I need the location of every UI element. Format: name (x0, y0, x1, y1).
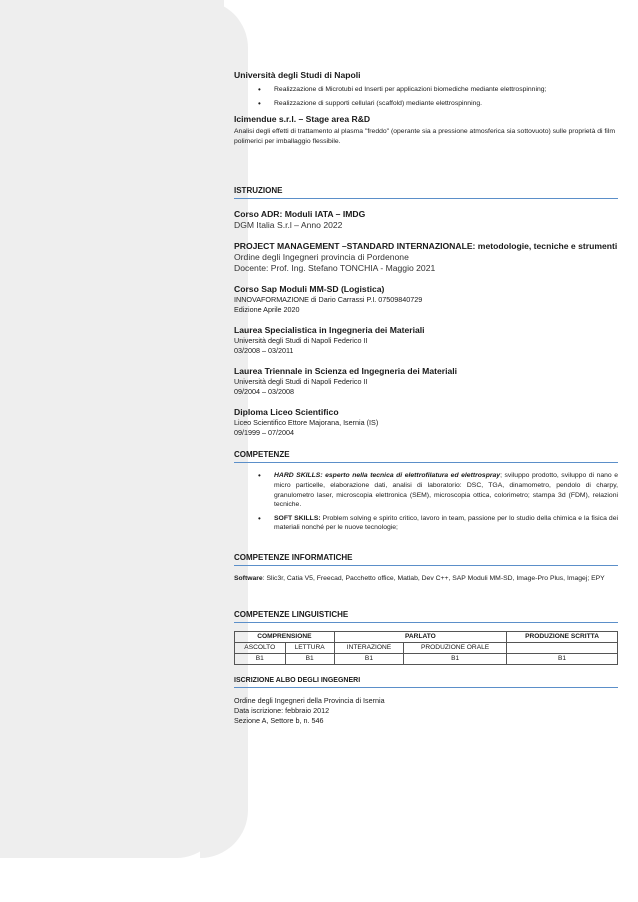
level-value: B1 (334, 653, 403, 664)
experience-icimendue (234, 114, 618, 146)
education-title: Corso Sap Moduli MM-SD (Logistica) (234, 284, 385, 295)
education-line: 09/2004 – 03/2008 (234, 387, 294, 397)
experience-bullet: • Realizzazione di supporti cellulari (scaffold) mediante elettrospinning. (234, 99, 618, 109)
education-title: Diploma Liceo Scientifico (234, 407, 339, 418)
level-value: B1 (235, 653, 286, 664)
subheader-lettura: LETTURA (285, 642, 334, 653)
education-title: PROJECT MANAGEMENT –STANDARD INTERNAZIONALE: metodologie, tecniche e strumenti (234, 241, 618, 252)
group-comprensione: COMPRENSIONE (235, 631, 335, 642)
subheader-produzione-orale: PRODUZIONE ORALE (404, 642, 507, 653)
education-title: Corso ADR: Moduli IATA – IMDG (234, 209, 366, 220)
language-table (234, 631, 618, 665)
software-paragraph (234, 574, 618, 584)
albo-line: Sezione A, Settore b, n. 546 (234, 715, 324, 725)
education-item (234, 284, 618, 315)
experience-napoli (234, 70, 618, 108)
section-heading: COMPETENZE LINGUISTICHE (234, 610, 618, 623)
education-item (234, 407, 618, 438)
section-heading: ISCRIZIONE ALBO DEGLI INGEGNERI (234, 677, 618, 688)
experience-bullets (234, 85, 618, 108)
soft-skills-label: SOFT SKILLS: (274, 514, 321, 522)
subheader-empty (507, 642, 618, 653)
education-line: DGM Italia S.r.l – Anno 2022 (234, 220, 343, 231)
hard-skills-label: HARD SKILLS: esperto nella tecnica di elettrofilatura ed elettrospray (274, 472, 501, 480)
experience-description: Analisi degli effetti di trattamento al plasma "freddo" (operante sia a pressione atmosferica sia sottovuoto) sulle proprietà di film polimerici per imballaggio flessibile. (234, 128, 615, 145)
section-heading: ISTRUZIONE (234, 186, 618, 199)
education-item (234, 325, 618, 356)
education-line: INNOVAFORMAZIONE di Dario Carrassi P.I. 07509840729 (234, 295, 423, 305)
education-line: Università degli Studi di Napoli Federico II (234, 377, 368, 387)
section-competenze (234, 450, 618, 463)
education-item (234, 366, 618, 397)
subheader-ascolto: ASCOLTO (235, 642, 286, 653)
language-table-subheader-row (235, 642, 618, 653)
education-line: Edizione Aprile 2020 (234, 305, 300, 315)
experience-bullet: • Realizzazione di Microtubi ed Inserti per applicazioni biomediche mediante elettrospinning; (234, 85, 618, 95)
section-istruzione (234, 186, 618, 199)
section-informatiche (234, 553, 618, 566)
sidebar-background (0, 0, 224, 858)
albo-line: Ordine degli Ingegneri della Provincia di Isernia (234, 695, 385, 705)
group-produzione-scritta: PRODUZIONE SCRITTA (507, 631, 618, 642)
level-value: B1 (404, 653, 507, 664)
soft-skills-item (234, 514, 618, 533)
hard-skills-item (234, 471, 618, 509)
education-title: Laurea Triennale in Scienza ed Ingegneria dei Materiali (234, 366, 458, 377)
education-line: Ordine degli Ingegneri provincia di Pordenone (234, 252, 409, 263)
education-title: Laurea Specialistica in Ingegneria dei Materiali (234, 325, 425, 336)
resume-content (234, 70, 618, 726)
education-line: Docente: Prof. Ing. Stefano TONCHIA - Maggio 2021 (234, 263, 436, 274)
education-line: Liceo Scientifico Ettore Majorana, Isernia (IS) (234, 418, 379, 428)
education-line: 03/2008 – 03/2011 (234, 346, 294, 356)
language-table-value-row (235, 653, 618, 664)
section-heading: COMPETENZE (234, 450, 618, 463)
subheader-interazione: INTERAZIONE (334, 642, 403, 653)
skills-list (234, 471, 618, 533)
soft-skills-text: Problem solving e spirito critico, lavoro in team, passione per lo studio della chimica e la fisica dei materiali nonché per le nuove tecnologie; (274, 514, 618, 532)
level-value: B1 (507, 653, 618, 664)
software-label: Software (234, 574, 263, 582)
hard-skills-text: ; sviluppo prodotto, sviluppo di nano e micro particelle, elaborazione dati, analisi di laboratorio: DSC, TGA, dinamometro, pendolo di charpy, granulometro laser, microscopia elettronica (SEM), microscopia ottica, colorimetro; stampa 3d (FDM), relazioni tecniche. (274, 472, 618, 509)
section-albo (234, 677, 618, 688)
group-parlato: PARLATO (334, 631, 506, 642)
level-value: B1 (285, 653, 334, 664)
experience-title: Icimendue s.r.l. – Stage area R&D (234, 114, 371, 125)
language-table-group-row (235, 631, 618, 642)
software-text: : Slic3r, Catia V5, Freecad, Pacchetto office, Matlab, Dev C++, SAP Moduli MM-SD, Image-Pro Plus, Imagej; EPY (262, 574, 605, 582)
section-linguistiche (234, 610, 618, 623)
section-heading: COMPETENZE INFORMATICHE (234, 553, 618, 566)
albo-line: Data iscrizione: febbraio 2012 (234, 705, 330, 715)
education-item (234, 241, 618, 274)
experience-title: Università degli Studi di Napoli (234, 70, 361, 80)
education-item (234, 209, 618, 231)
education-line: Università degli Studi di Napoli Federico II (234, 336, 368, 346)
education-line: 09/1999 – 07/2004 (234, 428, 294, 438)
